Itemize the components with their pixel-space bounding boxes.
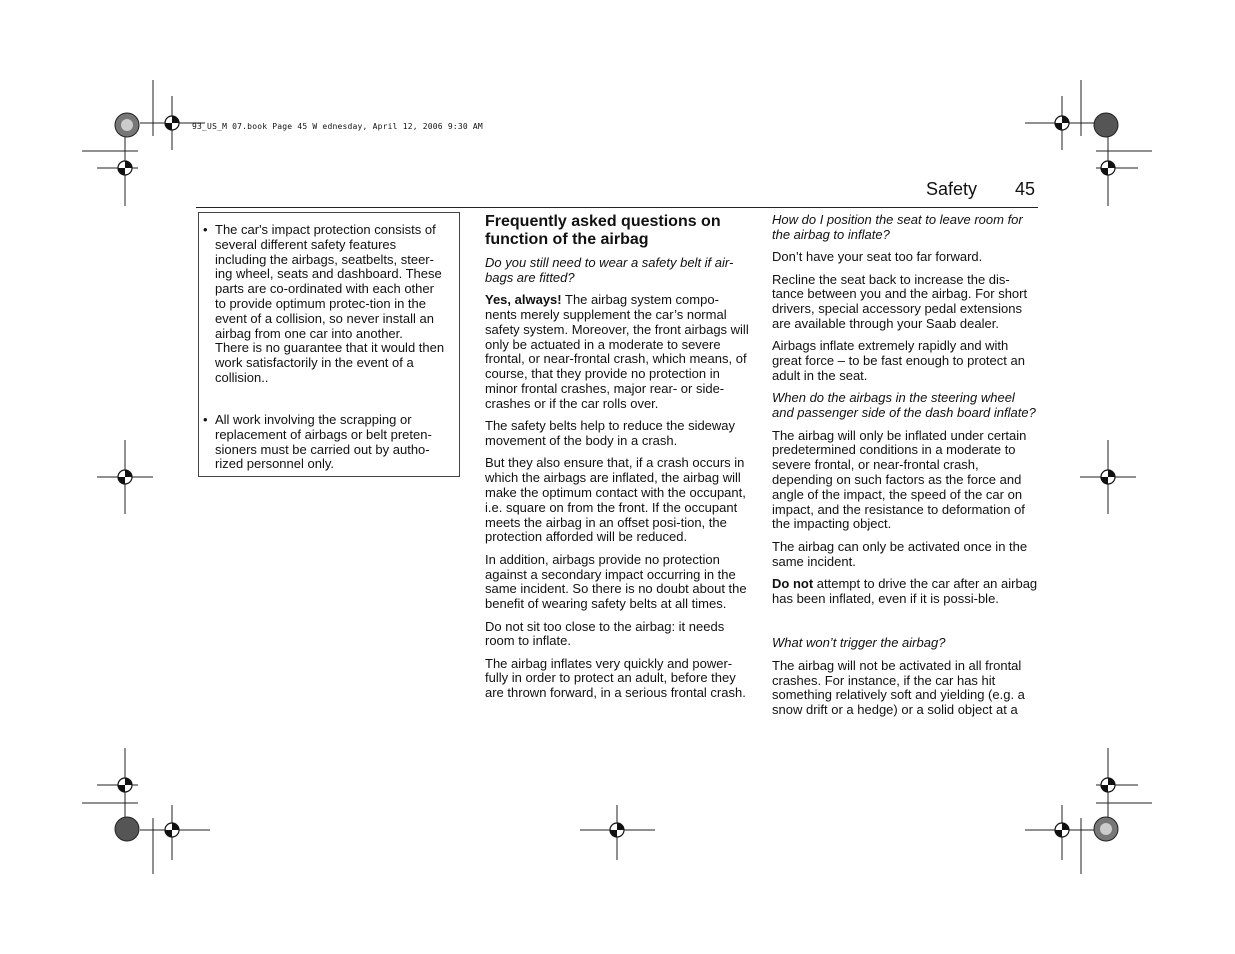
warning-box [198, 212, 460, 477]
faq-heading: Frequently asked questions on function of the airbag [485, 213, 721, 248]
bullet-dot: • [203, 222, 208, 237]
paragraph: Airbags inflate extremely rapidly and with great force – to be fast enough to protect an adult in the seat. [772, 338, 1025, 383]
answer-text: The airbag system compo-nents merely supplement the car’s normal safety system. Moreover, the front airbags will only be actuated in a moderate to severe frontal, or near-frontal crash, which means, of course, that they provide no protection in minor frontal crashes, major rear- or side-crashes or if the car rolls over. [485, 292, 749, 411]
faq-column-1 [485, 213, 749, 709]
warning-text: The car's impact protection consists of several different safety features including the airbags, seatbelts, steer-ing wheel, seats and dashboard. These parts are co-ordinated with each other to provide optimum protec-tion in the event of a collision, so never install an airbag from one car into another. [215, 222, 442, 341]
warning-bullet-2 [203, 412, 447, 472]
faq-answer [485, 293, 749, 411]
warning-bullet-1 [203, 222, 447, 386]
page-number: 45 [1015, 179, 1036, 199]
faq-question: How do I position the seat to leave room for the airbag to inflate? [772, 212, 1023, 242]
faq-column-2 [772, 213, 1038, 726]
faq-question: What won’t trigger the airbag? [772, 635, 946, 651]
paragraph [772, 577, 1038, 607]
paragraph: In addition, airbags provide no protection against a secondary impact occurring in the same incident. So there is no doubt about the benefit of wearing safety belts at all times. [485, 551, 747, 612]
faq-question: Do you still need to wear a safety belt if air-bags are fitted? [485, 255, 734, 285]
paragraph: The airbag will not be activated in all frontal crashes. For instance, if the car has hit something relatively soft and yielding (e.g. a snow drift or a hedge) or a solid object at a [772, 657, 1025, 718]
warning-text: All work involving the scrapping or replacement of airbags or belt preten-sioners must be carried out by autho-rized personnel only. [215, 412, 432, 472]
paragraph: Don’t have your seat too far forward. [772, 249, 983, 265]
warning-text: There is no guarantee that it would then work satisfactorily in the event of a collision.. [215, 340, 445, 385]
paragraph: The airbag will only be inflated under certain predetermined conditions in a moderate to severe frontal, or near-frontal crash, depending on such factors as the force and angle of the impact, the speed of the car on impact, and the resistance to deformation of the impacting object. [772, 427, 1027, 532]
paragraph: Do not sit too close to the airbag: it needs room to inflate. [485, 618, 725, 649]
print-info: 93_US_M 07.book Page 45 W ednesday, April 12, 2006 9:30 AM [192, 122, 483, 131]
faq-question: When do the airbags in the steering wheel and passenger side of the dash board inflate? [772, 390, 1036, 421]
paragraph: The airbag can only be activated once in the same incident. [772, 538, 1028, 569]
paragraph: The airbag inflates very quickly and power-fully in order to protect an adult, before they are thrown forward, in a serious frontal crash. [485, 655, 746, 701]
bullet-dot: • [203, 412, 208, 427]
emphasis: Do not [772, 575, 814, 591]
paragraph: But they also ensure that, if a crash occurs in which the airbags are inflated, the airbag will make the optimum contact with the occupant, i.e. square on from the front. If the occupant meets the airbag in an offset posi-tion, the protection afforded will be reduced. [485, 455, 746, 545]
section-title: Safety [926, 179, 978, 199]
emphasis: Yes, always! [485, 292, 562, 308]
paragraph-text: attempt to drive the car after an airbag has been inflated, even if it is possi-ble. [772, 575, 1038, 606]
paragraph: The safety belts help to reduce the sideway movement of the body in a crash. [485, 418, 736, 448]
header-rule [196, 207, 1038, 208]
paragraph: Recline the seat back to increase the dis-tance between you and the airbag. For short drivers, special accessory pedal extensions are available through your Saab dealer. [772, 271, 1028, 331]
